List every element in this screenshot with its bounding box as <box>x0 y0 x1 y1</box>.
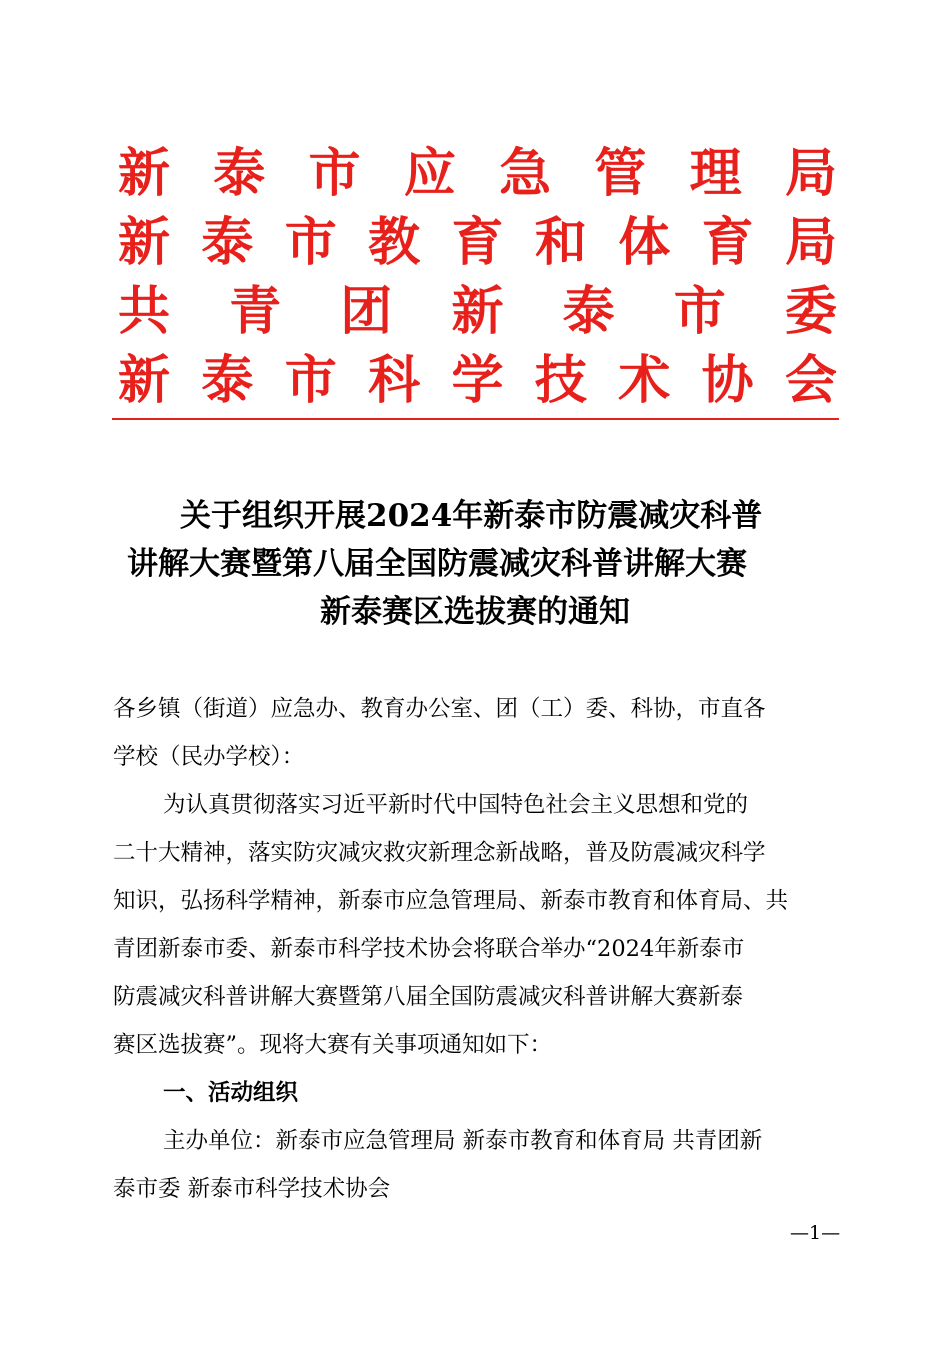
title-line-1: 关于组织开展2024年新泰市防震减灾科普 <box>180 498 763 534</box>
agency-char: 泰 <box>562 280 615 342</box>
agency-char: 理 <box>689 142 742 204</box>
red-divider <box>112 418 839 420</box>
page-number: —1— <box>790 1222 841 1244</box>
agency-line-1 <box>116 139 839 208</box>
paragraph-line: 青团新泰市委、新泰市科学技术协会将联合举办“2024年新泰市 <box>113 936 745 962</box>
agency-line-4 <box>116 346 839 415</box>
agency-char: 委 <box>784 280 837 342</box>
agency-char: 育 <box>451 211 504 273</box>
agency-char: 学 <box>451 349 504 411</box>
agency-char: 共 <box>117 280 170 342</box>
agency-char: 技 <box>534 349 587 411</box>
salutation-line-1: 各乡镇（街道）应急办、教育办公室、团（工）委、科协，市直各 <box>113 696 766 722</box>
paragraph-line: 二十大精神，落实防灾减灾救灾新理念新战略，普及防震减灾科学 <box>113 840 766 866</box>
paragraph-line: 防震减灾科普讲解大赛暨第八届全国防震减灾科普讲解大赛新泰 <box>113 984 744 1010</box>
agency-char: 急 <box>499 142 552 204</box>
paragraph-line: 赛区选拔赛”。现将大赛有关事项通知如下： <box>113 1032 553 1058</box>
agency-char: 术 <box>618 349 671 411</box>
document-body <box>113 685 840 1213</box>
agency-char: 教 <box>368 211 421 273</box>
agency-char: 泰 <box>201 211 254 273</box>
agency-char: 科 <box>368 349 421 411</box>
agency-char: 新 <box>117 211 170 273</box>
document-title <box>110 492 840 636</box>
agency-char: 市 <box>284 211 337 273</box>
paragraph-line: 知识，弘扬科学精神，新泰市应急管理局、新泰市教育和体育局、共 <box>113 888 789 914</box>
agency-char: 应 <box>403 142 456 204</box>
agency-char: 局 <box>784 142 837 204</box>
organizer-line-2: 泰市委 新泰市科学技术协会 <box>113 1176 391 1202</box>
agency-char: 市 <box>308 142 361 204</box>
agency-char: 和 <box>534 211 587 273</box>
agency-char: 市 <box>284 349 337 411</box>
agency-line-3 <box>116 277 839 346</box>
section-heading: 一、活动组织 <box>163 1080 299 1106</box>
salutation-line-2: 学校（民办学校）： <box>113 744 305 770</box>
organizer-line-1: 主办单位：新泰市应急管理局 新泰市教育和体育局 共青团新 <box>163 1128 763 1154</box>
agency-char: 管 <box>594 142 647 204</box>
agency-char: 青 <box>229 280 282 342</box>
agency-char: 体 <box>618 211 671 273</box>
agency-char: 新 <box>117 142 170 204</box>
agency-char: 新 <box>451 280 504 342</box>
agency-char: 会 <box>784 349 837 411</box>
agency-char: 协 <box>701 349 754 411</box>
issuing-agencies-header <box>116 139 839 415</box>
agency-line-2 <box>116 208 839 277</box>
agency-char: 泰 <box>213 142 266 204</box>
agency-char: 市 <box>673 280 726 342</box>
agency-char: 育 <box>701 211 754 273</box>
agency-char: 泰 <box>201 349 254 411</box>
title-line-2: 讲解大赛暨第八届全国防震减灾科普讲解大赛 <box>127 546 747 582</box>
agency-char: 团 <box>340 280 393 342</box>
paragraph-line: 为认真贯彻落实习近平新时代中国特色社会主义思想和党的 <box>163 792 749 818</box>
agency-char: 新 <box>117 349 170 411</box>
agency-char: 局 <box>784 211 837 273</box>
title-line-3: 新泰赛区选拔赛的通知 <box>320 594 630 630</box>
